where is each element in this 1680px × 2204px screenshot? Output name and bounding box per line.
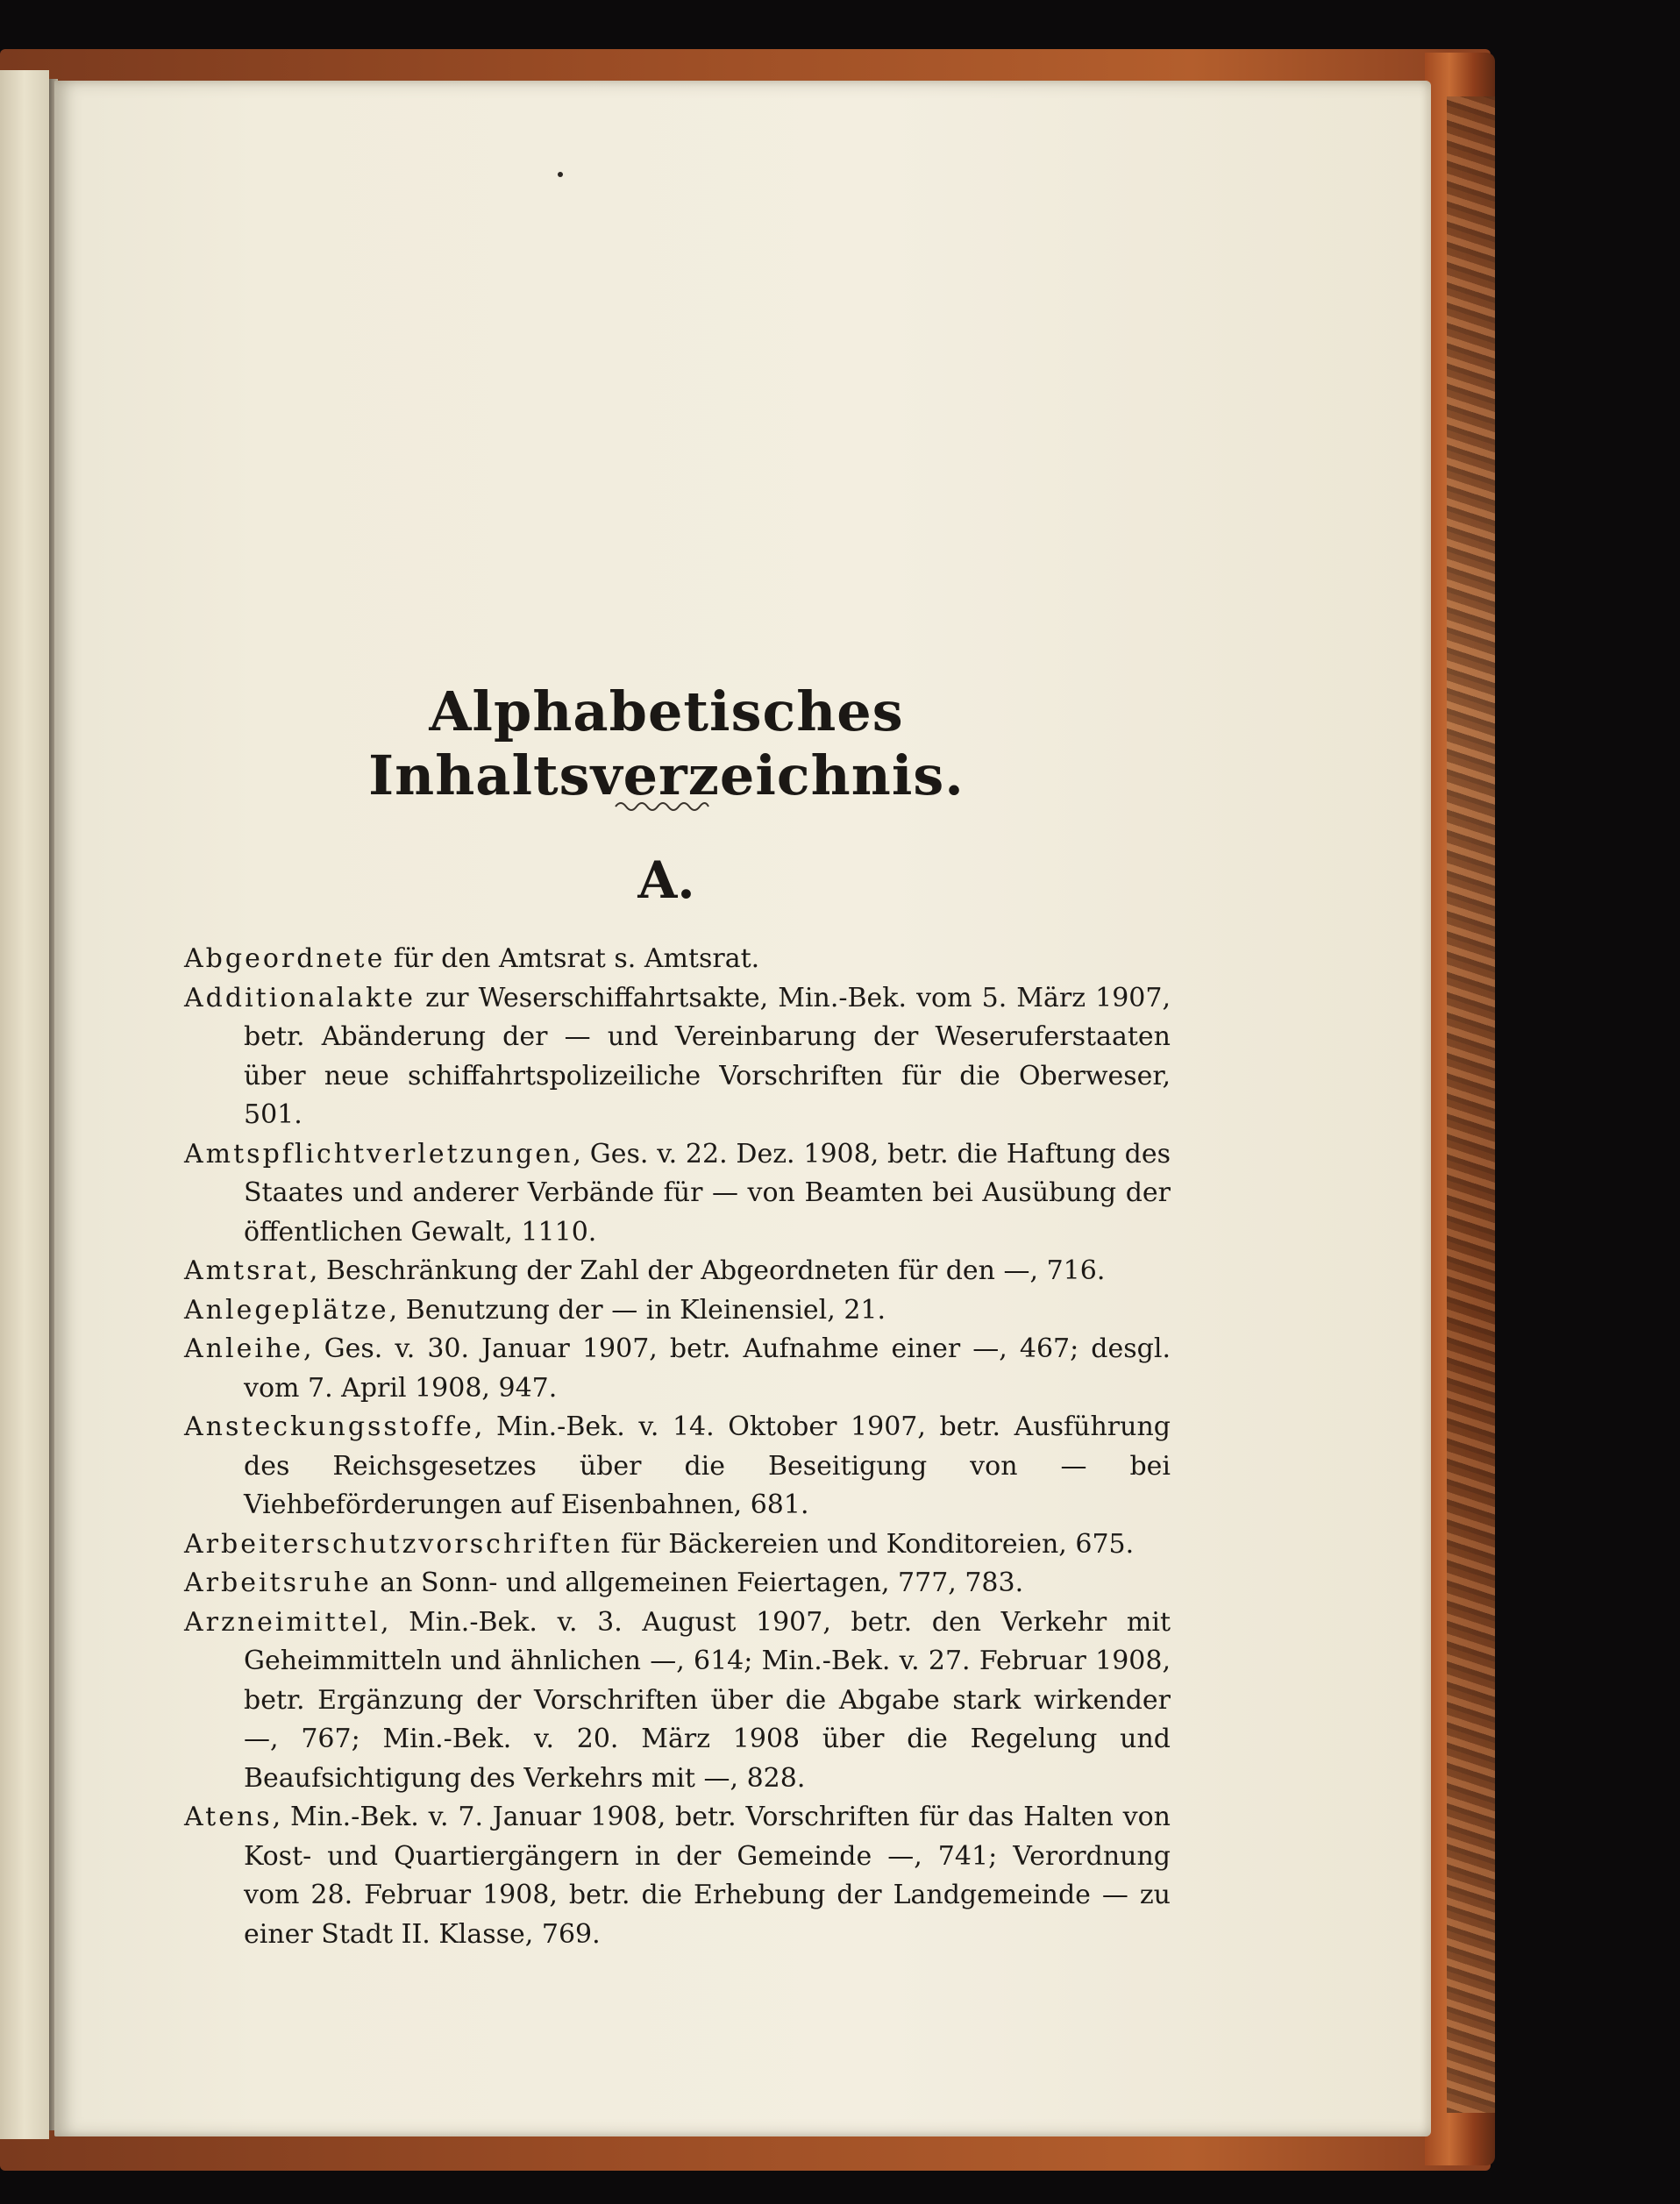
index-entries bbox=[184, 940, 1171, 1954]
entry-text: , Ges. v. 30. Januar 1907, betr. Aufnahme einer —, 467; desgl. vom 7. April 1908, 947. bbox=[244, 1333, 1171, 1404]
show-through-text bbox=[140, 210, 1131, 249]
index-entry bbox=[184, 1291, 1171, 1331]
entry-keyword: Arbeiterschutzvorschriften bbox=[184, 1528, 613, 1560]
entry-keyword: Arzneimittel bbox=[184, 1606, 381, 1638]
entry-text: , Min.-Bek. v. 3. August 1907, betr. den Verkehr mit Geheimmitteln und ähnlichen —, 614; Min.-Bek. v. 27. Februar 1908, betr. Ergänzung der Vorschriften über die Abgabe stark wirkender —, 767; Min.-Bek. v. 20. März 1908 über die Regelung und Beaufsichtigung des Verkehrs mit —, 828. bbox=[244, 1606, 1171, 1794]
index-entry bbox=[184, 1564, 1171, 1603]
entry-text: an Sonn- und allgemeinen Feiertagen, 777, 783. bbox=[371, 1568, 1024, 1598]
ink-speck bbox=[558, 172, 563, 177]
tilde-ornament-icon bbox=[614, 796, 710, 814]
entry-keyword: Amtspflichtverletzungen bbox=[184, 1138, 573, 1170]
index-entry bbox=[184, 1135, 1171, 1253]
index-entry bbox=[184, 1525, 1171, 1565]
page-title: Alphabetisches Inhaltsverzeichnis. bbox=[368, 679, 965, 807]
entry-text: für Bäckereien und Konditoreien, 675. bbox=[612, 1528, 1135, 1560]
entry-keyword: Ansteckungsstoffe bbox=[184, 1411, 474, 1442]
entry-keyword: Atens bbox=[184, 1802, 273, 1832]
entry-text: , Benutzung der — in Kleinensiel, 21. bbox=[388, 1294, 886, 1326]
entry-keyword: Anleihe bbox=[184, 1333, 304, 1364]
marbled-board bbox=[1447, 96, 1495, 2113]
index-entry bbox=[184, 1408, 1171, 1525]
entry-keyword: Arbeitsruhe bbox=[184, 1568, 372, 1598]
entry-text: zur Weserschiffahrtsakte, Min.-Bek. vom 5. März 1907, betr. Abänderung der — und Vereinbarung der Weseruferstaaten über neue schiffahrtspolizeiliche Vorschriften für die Oberweser, 501. bbox=[244, 982, 1171, 1130]
entry-keyword: Abgeordnete bbox=[184, 943, 386, 974]
previous-page-edge bbox=[0, 70, 49, 2139]
entry-text: für den Amtsrat s. Amtsrat. bbox=[385, 943, 760, 974]
index-entry bbox=[184, 1330, 1171, 1408]
index-entry bbox=[184, 979, 1171, 1135]
entry-keyword: Amtsrat bbox=[184, 1255, 310, 1286]
entry-text: , Min.-Bek. v. 7. Januar 1908, betr. Vorschriften für das Halten von Kost- und Quartiergängern in der Gemeinde —, 741; Verordnung vom 28. Februar 1908, betr. die Erhebung der Landgemeinde — zu einer Stadt II. Klasse, 769. bbox=[244, 1802, 1171, 1950]
section-letter: A. bbox=[637, 850, 695, 910]
index-entry bbox=[184, 1798, 1171, 1954]
entry-text: , Beschränkung der Zahl der Abgeordneten für den —, 716. bbox=[309, 1255, 1106, 1286]
entry-keyword: Additionalakte bbox=[184, 982, 416, 1013]
index-entry bbox=[184, 1252, 1171, 1291]
entry-text: , Min.-Bek. v. 14. Oktober 1907, betr. Ausführung des Reichsgesetzes über die Beseitigung von — bei Viehbeförderungen auf Eisenbahnen, 681. bbox=[244, 1411, 1171, 1520]
entry-text: , Ges. v. 22. Dez. 1908, betr. die Haftung des Staates und anderer Verbände für — von Beamten bei Ausübung der öffentlichen Gewalt, 1110. bbox=[244, 1138, 1171, 1248]
entry-keyword: Anlegeplätze bbox=[184, 1294, 389, 1326]
index-entry bbox=[184, 1603, 1171, 1799]
index-entry bbox=[184, 940, 1171, 979]
